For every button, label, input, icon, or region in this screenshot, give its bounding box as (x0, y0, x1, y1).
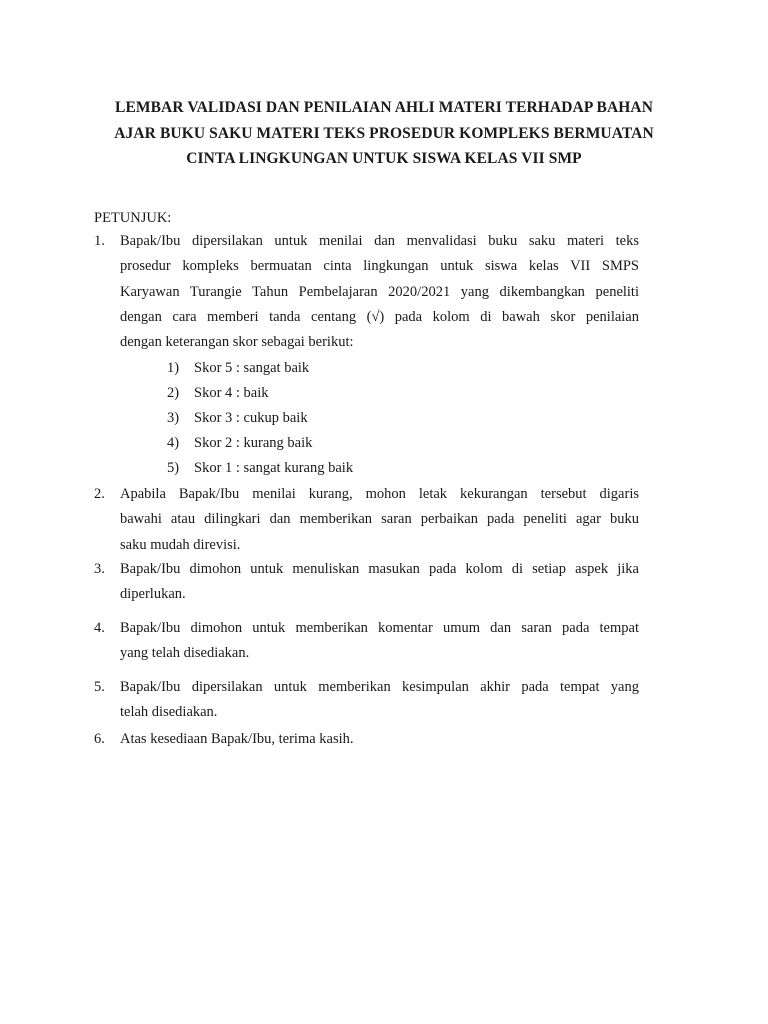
title-line: AJAR BUKU SAKU MATERI TEKS PROSEDUR KOMPLEKS BERMUATAN (114, 124, 654, 142)
score-number: 3) (167, 410, 180, 426)
item-number: 2. (94, 486, 105, 502)
item-line: Apabila Bapak/Ibu menilai kurang, mohon letak kekurangan tersebut digaris (120, 486, 639, 502)
document-title (96, 95, 672, 172)
item-line: Bapak/Ibu dipersilakan untuk menilai dan menvalidasi buku saku materi teks (120, 233, 639, 249)
item-number: 6. (94, 731, 105, 747)
score-number: 4) (167, 435, 180, 451)
item-number: 4. (94, 620, 105, 636)
score-number: 2) (167, 385, 180, 401)
item-line: diperlukan. (120, 586, 186, 603)
title-line: CINTA LINGKUNGAN UNTUK SISWA KELAS VII SMP (186, 150, 582, 167)
score-number: 5) (167, 460, 180, 476)
item-line: Atas kesediaan Bapak/Ibu, terima kasih. (120, 731, 354, 747)
item-text (120, 727, 639, 752)
item-line: saku mudah direvisi. (120, 536, 241, 553)
score-text: Skor 1 : sangat kurang baik (194, 460, 354, 476)
item-text (120, 675, 639, 726)
item-line: dengan cara memberi tanda centang (√) pada kolom di bawah skor penilaian (120, 308, 639, 325)
item-line: Bapak/Ibu dipersilakan untuk memberikan kesimpulan akhir pada tempat yang (120, 679, 639, 695)
score-number: 1) (167, 360, 180, 376)
title-line: LEMBAR VALIDASI DAN PENILAIAN AHLI MATERI TERHADAP BAHAN (115, 99, 653, 116)
item-text (120, 482, 639, 558)
item-line: Bapak/Ibu dimohon untuk memberikan komentar umum dan saran pada tempat (120, 620, 639, 636)
item-line: yang telah disediakan. (120, 645, 250, 662)
score-text: Skor 3 : cukup baik (194, 410, 308, 426)
item-line: telah disediakan. (120, 704, 218, 721)
score-text: Skor 2 : kurang baik (194, 435, 313, 451)
item-number: 1. (94, 233, 105, 249)
item-line: Karyawan Turangie Tahun Pembelajaran 2020/2021 yang dikembangkan peneliti (120, 283, 639, 300)
score-text: Skor 4 : baik (194, 385, 269, 401)
item-line: dengan keterangan skor sebagai berikut: (120, 334, 354, 351)
item-text (120, 229, 639, 355)
score-text: Skor 5 : sangat baik (194, 360, 310, 376)
item-line: Bapak/Ibu dimohon untuk menuliskan masukan pada kolom di setiap aspek jika (120, 561, 639, 577)
item-line: prosedur kompleks bermuatan cinta lingkungan untuk siswa kelas VII SMPS (120, 258, 639, 275)
instructions-label: PETUNJUK: (94, 210, 172, 226)
item-line: bawahi atau dilingkari dan memberikan saran perbaikan pada peneliti agar buku (120, 511, 639, 528)
item-number: 3. (94, 561, 105, 577)
item-text (120, 557, 639, 608)
item-text (120, 616, 639, 667)
item-number: 5. (94, 679, 105, 695)
